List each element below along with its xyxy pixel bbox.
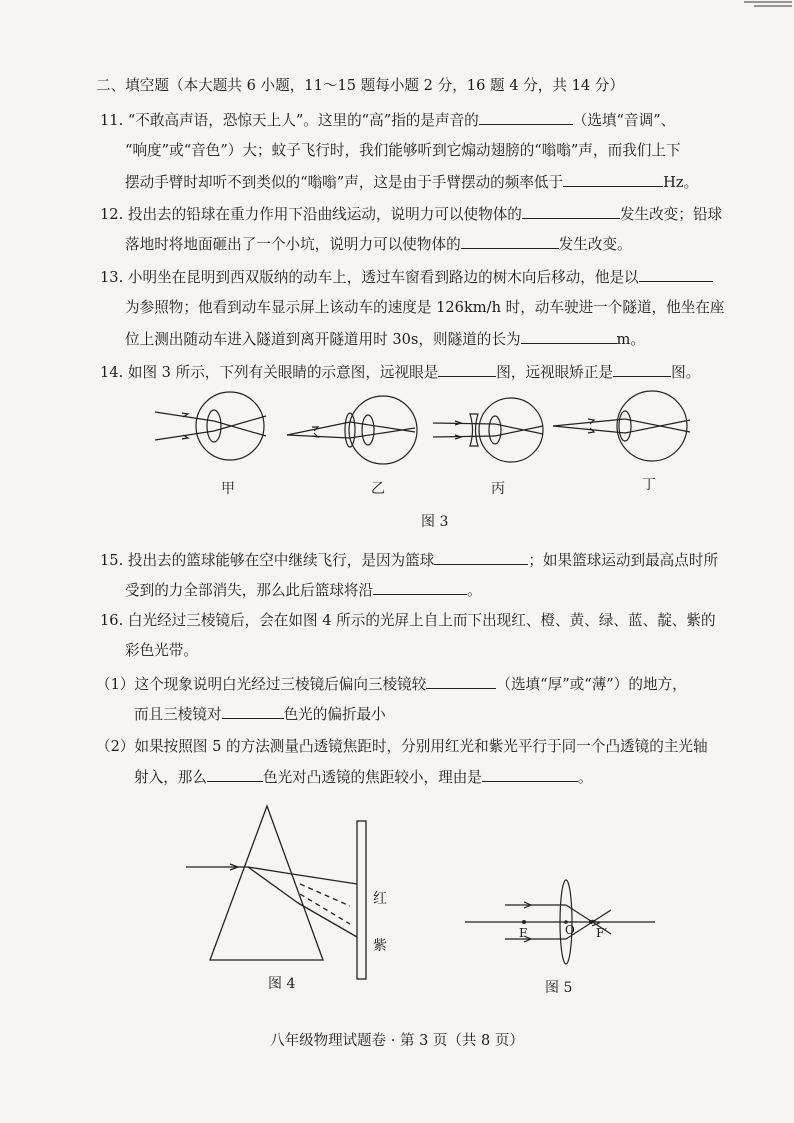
q16-part2-text-a: （2）如果按照图 5 的方法测量凸透镜焦距时，分别用红光和紫光平行于同一个凸透镜的主光轴: [96, 738, 708, 755]
section-header: 二、填空题（本大题共 6 小题，11～15 题每小题 2 分，16 题 4 分，共 14 分）: [96, 77, 624, 94]
q16-part2-text-d: 。: [577, 769, 593, 786]
page-footer: 八年级物理试题卷 · 第 3 页（共 8 页）: [270, 1033, 524, 1049]
figure-3-caption: 图 3: [421, 514, 449, 530]
q11-text-2: “响度”或“音色”）大；蚊子飞行时，我们能够听到它煽动翅膀的“嗡嗡”声，而我们上下: [125, 142, 681, 159]
q11-text-3a: 摆动手臂时却听不到类似的“嗡嗡”声，这是由于手臂摆动的频率低于: [125, 174, 564, 191]
q15-text-1a: 15. 投出去的篮球能够在空中继续飞行，是因为篮球: [100, 552, 435, 569]
q14-text-1a: 14. 如图 3 所示，下列有关眼睛的示意图，远视眼是: [100, 364, 439, 381]
q16-part1-text-c: 而且三棱镜对: [134, 706, 222, 723]
q14-text-1c: 图。: [671, 364, 701, 381]
figure-5-F-prime-label: F′: [596, 926, 608, 940]
focal-point-left: [522, 920, 526, 924]
figure-5-caption: 图 5: [545, 980, 573, 996]
q13-text-1: 13. 小明坐在昆明到西双版纳的动车上，透过车窗看到路边的树木向后移动，他是以: [100, 269, 639, 286]
q15-text-2a: 受到的力全部消失，那么此后篮球将沿: [125, 582, 374, 599]
figure-4-red-label: 红: [373, 891, 387, 907]
q16-text-1: 16. 白光经过三棱镜后，会在如图 4 所示的光屏上自上而下出现红、橙、黄、绿、蓝、靛、紫的: [100, 612, 716, 629]
q15-text-1b: ；如果篮球运动到最高点时所: [528, 552, 719, 569]
q16-part2-text-b: 射入，那么: [134, 769, 207, 786]
q13-text-3b: m。: [616, 331, 645, 348]
q16-part1-text-a: （1）这个现象说明白光经过三棱镜后偏向三棱镜较: [96, 676, 427, 693]
q16-part2-text-c: 色光对凸透镜的焦距较小，理由是: [262, 769, 482, 786]
q16-part1-text-b: （选填“厚”或“薄”）的地方，: [496, 676, 687, 693]
q13-text-3a: 位上测出随动车进入隧道到离开隧道用时 30s，则隧道的长为: [125, 331, 521, 348]
q12-text-2b: 发生改变。: [558, 236, 632, 253]
q12-text-1a: 12. 投出去的铅球在重力作用下沿曲线运动，说明力可以使物体的: [100, 206, 522, 223]
figure-3-label-yi: 乙: [371, 481, 385, 497]
q11-text-1a: 11. “不敢高声语，恐惊天上人”。这里的“高”指的是声音的: [100, 112, 479, 129]
figure-3-label-bing: 丙: [491, 481, 505, 497]
figure-4-caption: 图 4: [268, 976, 296, 992]
q12-text-2a: 落地时将地面砸出了一个小坑，说明力可以使物体的: [125, 236, 461, 253]
q12-text-1b: 发生改变；铅球: [619, 206, 723, 223]
q16-part1-text-d: 色光的偏折最小: [283, 706, 386, 723]
q11-text-1b: （选填“音调”、: [572, 112, 676, 129]
figure-5-O-label: O: [565, 923, 575, 937]
figure-3-label-jia: 甲: [221, 481, 235, 497]
q13-text-2: 为参照物；他看到动车显示屏上该动车的速度是 126km/h 时，动车驶进一个隧道，他坐在座: [125, 299, 725, 316]
focal-point-right: [589, 920, 593, 924]
figure-4-purple-label: 紫: [373, 938, 387, 954]
q15-text-2b: 。: [467, 582, 482, 599]
q14-text-1b: 图，远视眼矫正是: [496, 364, 614, 381]
q11-text-3b: Hz。: [663, 174, 699, 191]
figure-5-F-label: F: [519, 926, 528, 940]
q16-text-2: 彩色光带。: [125, 642, 198, 659]
figure-3-label-ding: 丁: [642, 477, 656, 493]
